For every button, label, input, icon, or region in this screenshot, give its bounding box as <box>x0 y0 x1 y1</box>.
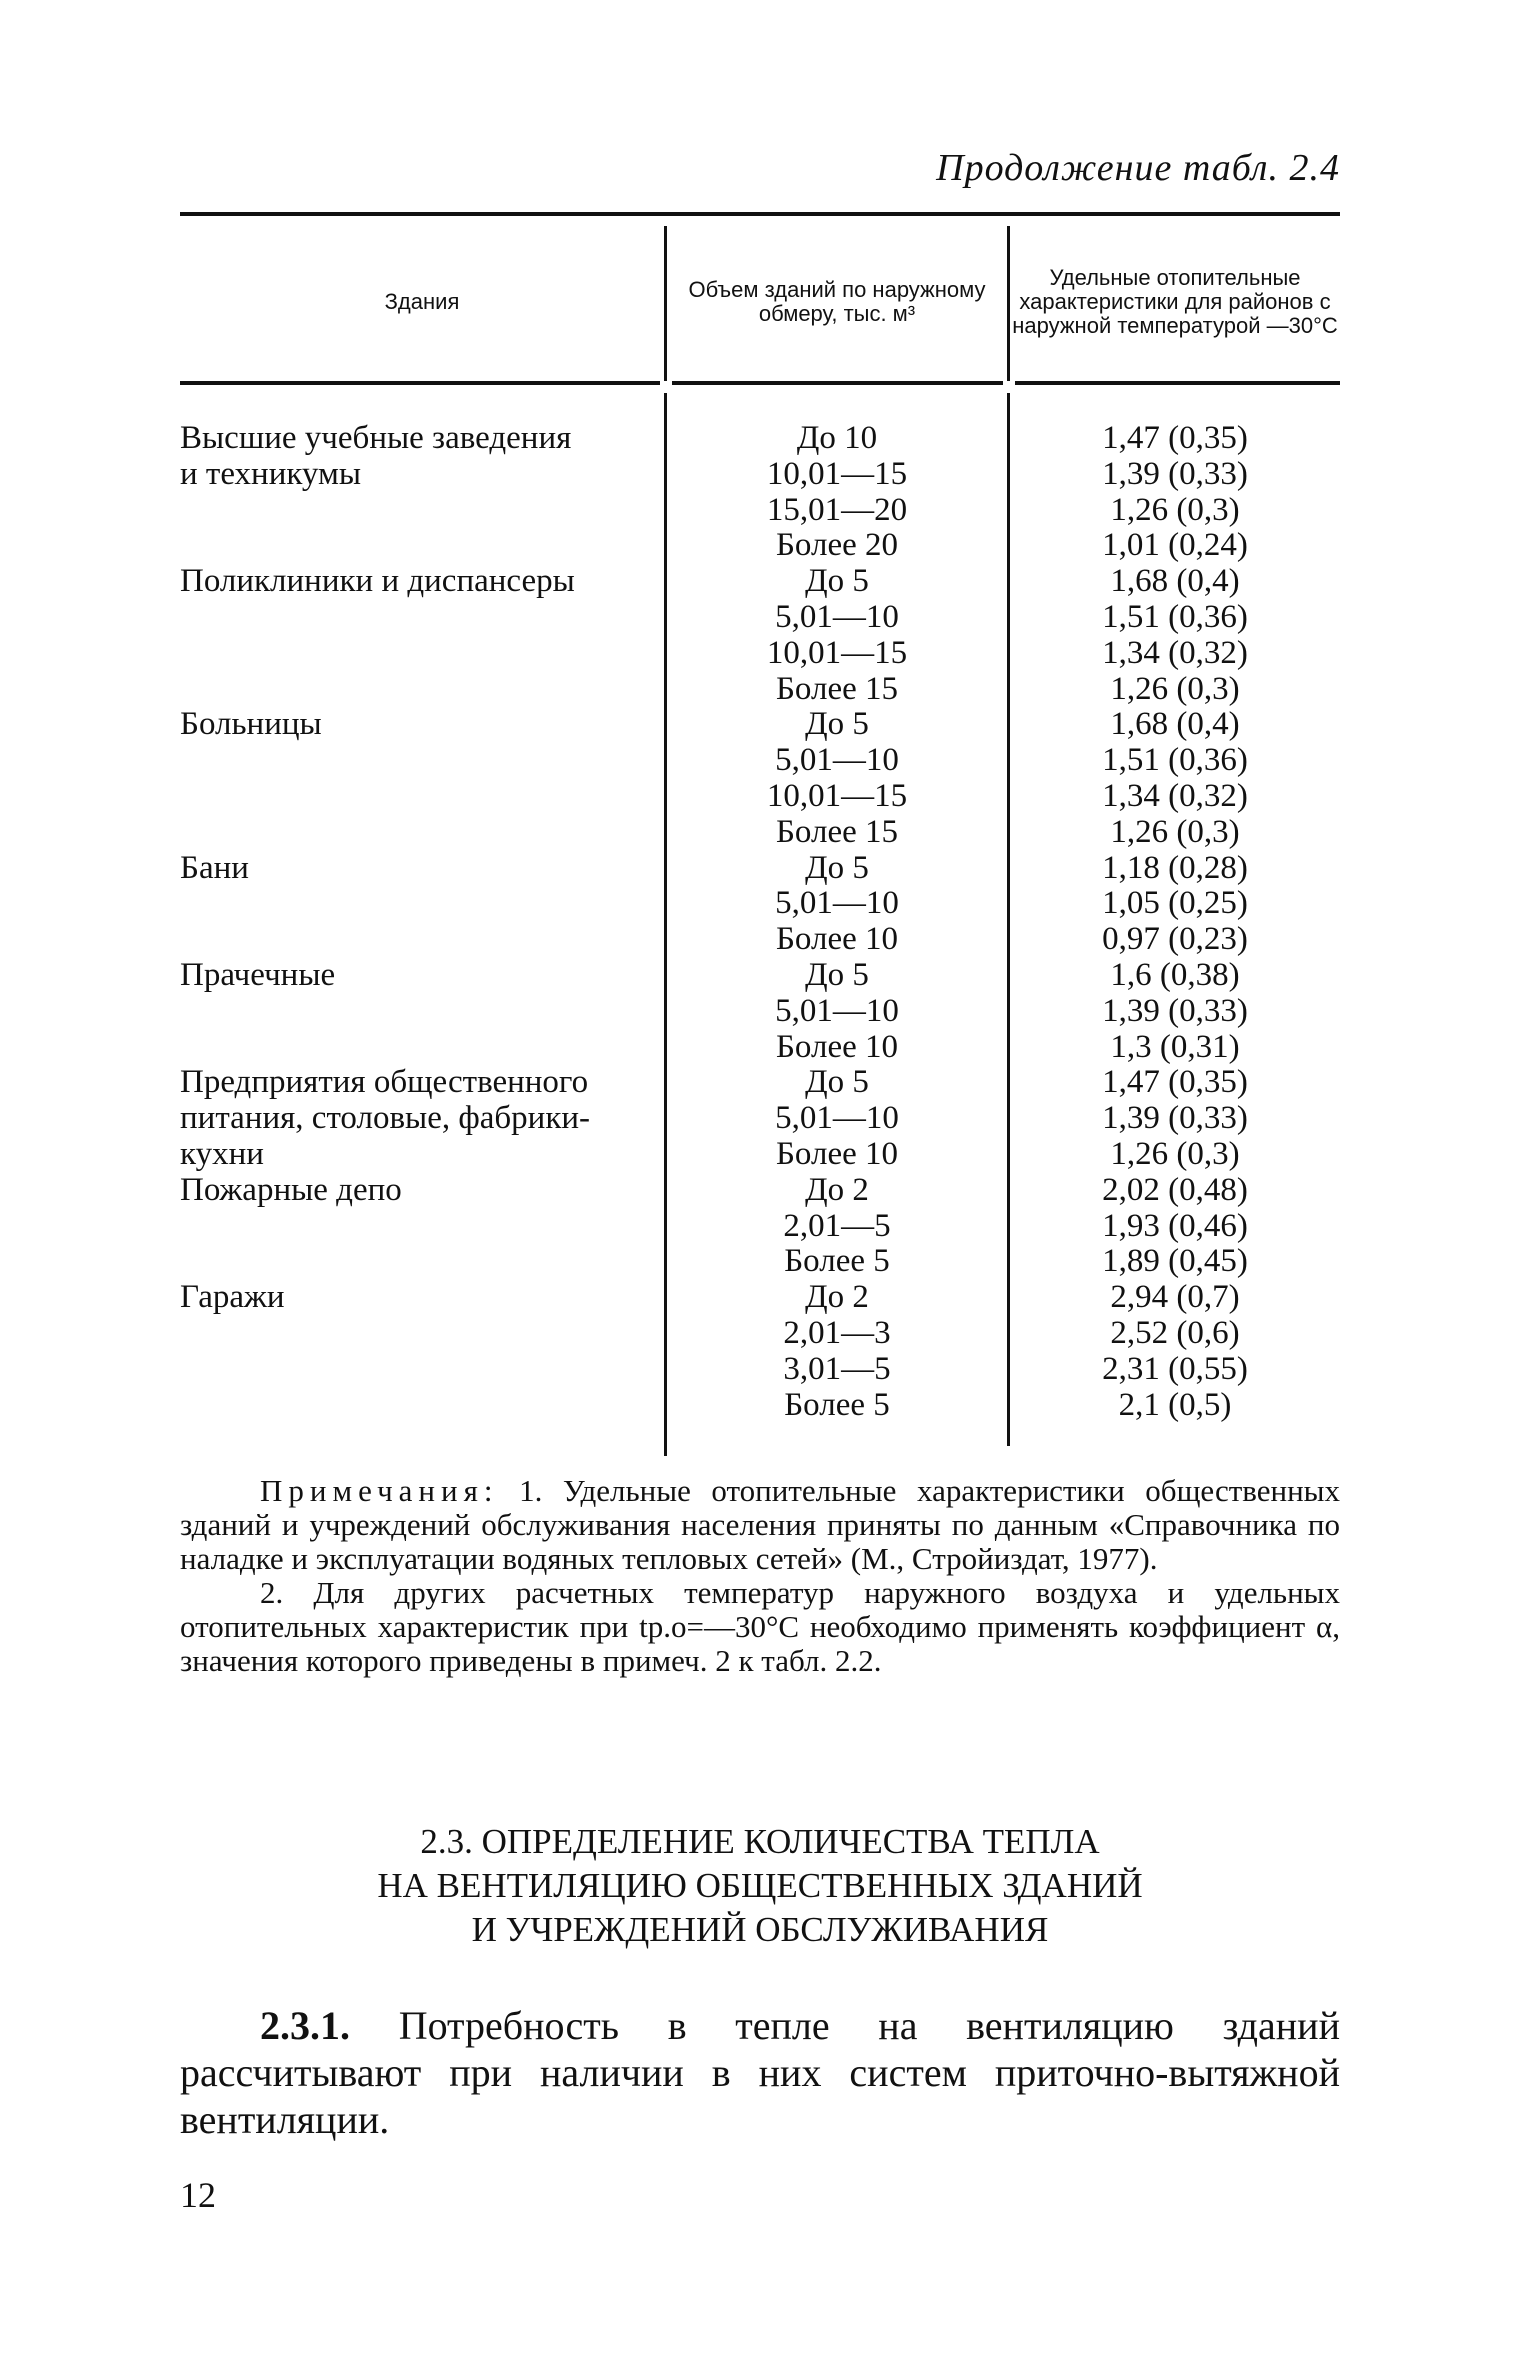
cell-value: 1,18 (0,28) <box>1102 849 1248 886</box>
cell-volume: Более 15 <box>775 813 899 850</box>
cell-value: 1,93 (0,46) <box>1102 1207 1248 1244</box>
cell-value: 1,51 (0,36) <box>1102 742 1248 779</box>
cell-building: и техникумы <box>180 455 362 492</box>
cell-volume: 3,01—5 <box>783 1350 891 1387</box>
section-paragraph: 2.3.1. Потребность в тепле на вентиляцию зданий рассчитывают при наличии в них систем приточно-вытяжной вентиляции. <box>180 2003 1340 2142</box>
cell-value: 2,02 (0,48) <box>1102 1171 1248 1208</box>
cell-volume: До 2 <box>805 1171 869 1208</box>
cell-volume: Более 20 <box>775 527 899 564</box>
note-1: Примечания: 1. Удельные отопительные характеристики общественных зданий и учреждений обслуживания населения приняты по данным «Справочника по наладке и эксплуатации водяных тепловых сетей» (М., Стройиздат, 1977). <box>180 1473 1340 1576</box>
cell-building: Гаражи <box>180 1279 285 1316</box>
table-row <box>180 1100 1340 1136</box>
cell-volume: 5,01—10 <box>775 1100 899 1137</box>
header-heating-characteristics: Удельные отопительные характеристики для районов с наружной температурой —30°С <box>1012 265 1338 338</box>
table-row <box>180 957 1340 993</box>
cell-volume: 5,01—10 <box>775 885 899 922</box>
cell-volume: Более 15 <box>775 670 899 707</box>
table-row <box>180 599 1340 635</box>
cell-building: Бани <box>180 849 249 886</box>
table-row <box>180 635 1340 671</box>
cell-value: 1,51 (0,36) <box>1102 598 1248 635</box>
cell-volume: 15,01—20 <box>766 491 908 528</box>
cell-building: Больницы <box>180 706 322 743</box>
table-row <box>180 1029 1340 1065</box>
table-row <box>180 742 1340 778</box>
table-row <box>180 885 1340 921</box>
cell-value: 1,39 (0,33) <box>1102 455 1248 492</box>
table-row <box>180 671 1340 707</box>
cell-value: 1,39 (0,33) <box>1102 1100 1248 1137</box>
cell-volume: До 2 <box>805 1279 869 1316</box>
cell-volume: 10,01—15 <box>766 634 908 671</box>
cell-value: 1,68 (0,4) <box>1110 706 1240 743</box>
cell-value: 2,31 (0,55) <box>1102 1350 1248 1387</box>
cell-value: 2,1 (0,5) <box>1118 1386 1232 1423</box>
cell-building: кухни <box>180 1135 264 1172</box>
cell-volume: 5,01—10 <box>775 742 899 779</box>
cell-value: 1,89 (0,45) <box>1102 1243 1248 1280</box>
table-row <box>180 706 1340 742</box>
cell-building: Высшие учебные заведения <box>180 420 572 456</box>
cell-volume: 5,01—10 <box>775 992 899 1029</box>
cell-volume: До 10 <box>796 420 878 456</box>
section-heading: 2.3. ОПРЕДЕЛЕНИЕ КОЛИЧЕСТВА ТЕПЛА НА ВЕНТИЛЯЦИЮ ОБЩЕСТВЕННЫХ ЗДАНИЙ И УЧРЕЖДЕНИЙ ОБСЛУЖИВАНИЯ <box>377 1822 1143 1949</box>
table-row <box>180 778 1340 814</box>
cell-value: 1,6 (0,38) <box>1110 956 1240 993</box>
table-body <box>180 420 1340 1422</box>
cell-volume: До 5 <box>805 1064 869 1101</box>
table-row <box>180 1243 1340 1279</box>
cell-volume: До 5 <box>805 563 869 600</box>
cell-building: питания, столовые, фабрики- <box>180 1100 591 1137</box>
cell-volume: До 5 <box>805 849 869 886</box>
cell-value: 2,52 (0,6) <box>1110 1314 1240 1351</box>
cell-volume: До 5 <box>805 706 869 743</box>
cell-value: 1,47 (0,35) <box>1102 420 1248 456</box>
cell-volume: 5,01—10 <box>775 598 899 635</box>
table-row <box>180 492 1340 528</box>
cell-building: Прачечные <box>180 956 336 993</box>
table-row <box>180 1172 1340 1208</box>
cell-building: Поликлиники и диспансеры <box>180 563 575 600</box>
cell-building: Предприятия общественного <box>180 1064 589 1101</box>
cell-value: 1,34 (0,32) <box>1102 634 1248 671</box>
cell-value: 2,94 (0,7) <box>1110 1279 1240 1316</box>
table-row <box>180 1208 1340 1244</box>
table-continuation-caption: Продолжение табл. 2.4 <box>936 147 1340 189</box>
table-row <box>180 850 1340 886</box>
table-row <box>180 814 1340 850</box>
cell-volume: 2,01—5 <box>783 1207 891 1244</box>
table-row <box>180 1387 1340 1423</box>
cell-volume: 2,01—3 <box>783 1314 891 1351</box>
header-buildings: Здания <box>384 289 460 314</box>
cell-value: 1,3 (0,31) <box>1110 1028 1240 1065</box>
cell-value: 1,26 (0,3) <box>1110 1135 1240 1172</box>
cell-value: 1,68 (0,4) <box>1110 563 1240 600</box>
cell-volume: До 5 <box>805 956 869 993</box>
table-row <box>180 1315 1340 1351</box>
cell-volume: Более 10 <box>775 1135 899 1172</box>
cell-value: 1,26 (0,3) <box>1110 813 1240 850</box>
table-header-rule <box>180 381 1340 385</box>
cell-building: Пожарные депо <box>180 1171 402 1208</box>
page-number: 12 <box>180 2175 216 2215</box>
table-row <box>180 993 1340 1029</box>
cell-volume: 10,01—15 <box>766 455 908 492</box>
cell-volume: Более 5 <box>784 1386 890 1423</box>
cell-value: 1,01 (0,24) <box>1102 527 1248 564</box>
cell-volume: Более 10 <box>775 921 899 958</box>
table-row <box>180 456 1340 492</box>
table-row <box>180 921 1340 957</box>
table-row <box>180 1279 1340 1315</box>
table-row <box>180 1064 1340 1100</box>
table-row <box>180 420 1340 456</box>
table-row <box>180 527 1340 563</box>
cell-value: 1,39 (0,33) <box>1102 992 1248 1029</box>
paragraph-number: 2.3.1. <box>260 2003 350 2048</box>
cell-volume: Более 5 <box>784 1243 890 1280</box>
table-notes <box>180 1474 1340 1678</box>
cell-value: 1,26 (0,3) <box>1110 491 1240 528</box>
table-row <box>180 1136 1340 1172</box>
cell-volume: 10,01—15 <box>766 777 908 814</box>
table-top-rule <box>180 212 1340 216</box>
header-volume: Объем зданий по наружному обмеру, тыс. м³ <box>688 277 986 326</box>
cell-value: 1,26 (0,3) <box>1110 670 1240 707</box>
cell-value: 1,05 (0,25) <box>1102 885 1248 922</box>
cell-value: 1,47 (0,35) <box>1102 1064 1248 1101</box>
cell-value: 1,34 (0,32) <box>1102 777 1248 814</box>
cell-volume: Более 10 <box>775 1028 899 1065</box>
table-row <box>180 563 1340 599</box>
table-row <box>180 1351 1340 1387</box>
cell-value: 0,97 (0,23) <box>1102 921 1248 958</box>
note-2: 2. Для других расчетных температур наружного воздуха и удельных отопительных характеристик при tр.о=—30°С необходимо применять коэффициент α, значения которого приведены в примеч. 2 к табл. 2.2. <box>180 1575 1340 1678</box>
